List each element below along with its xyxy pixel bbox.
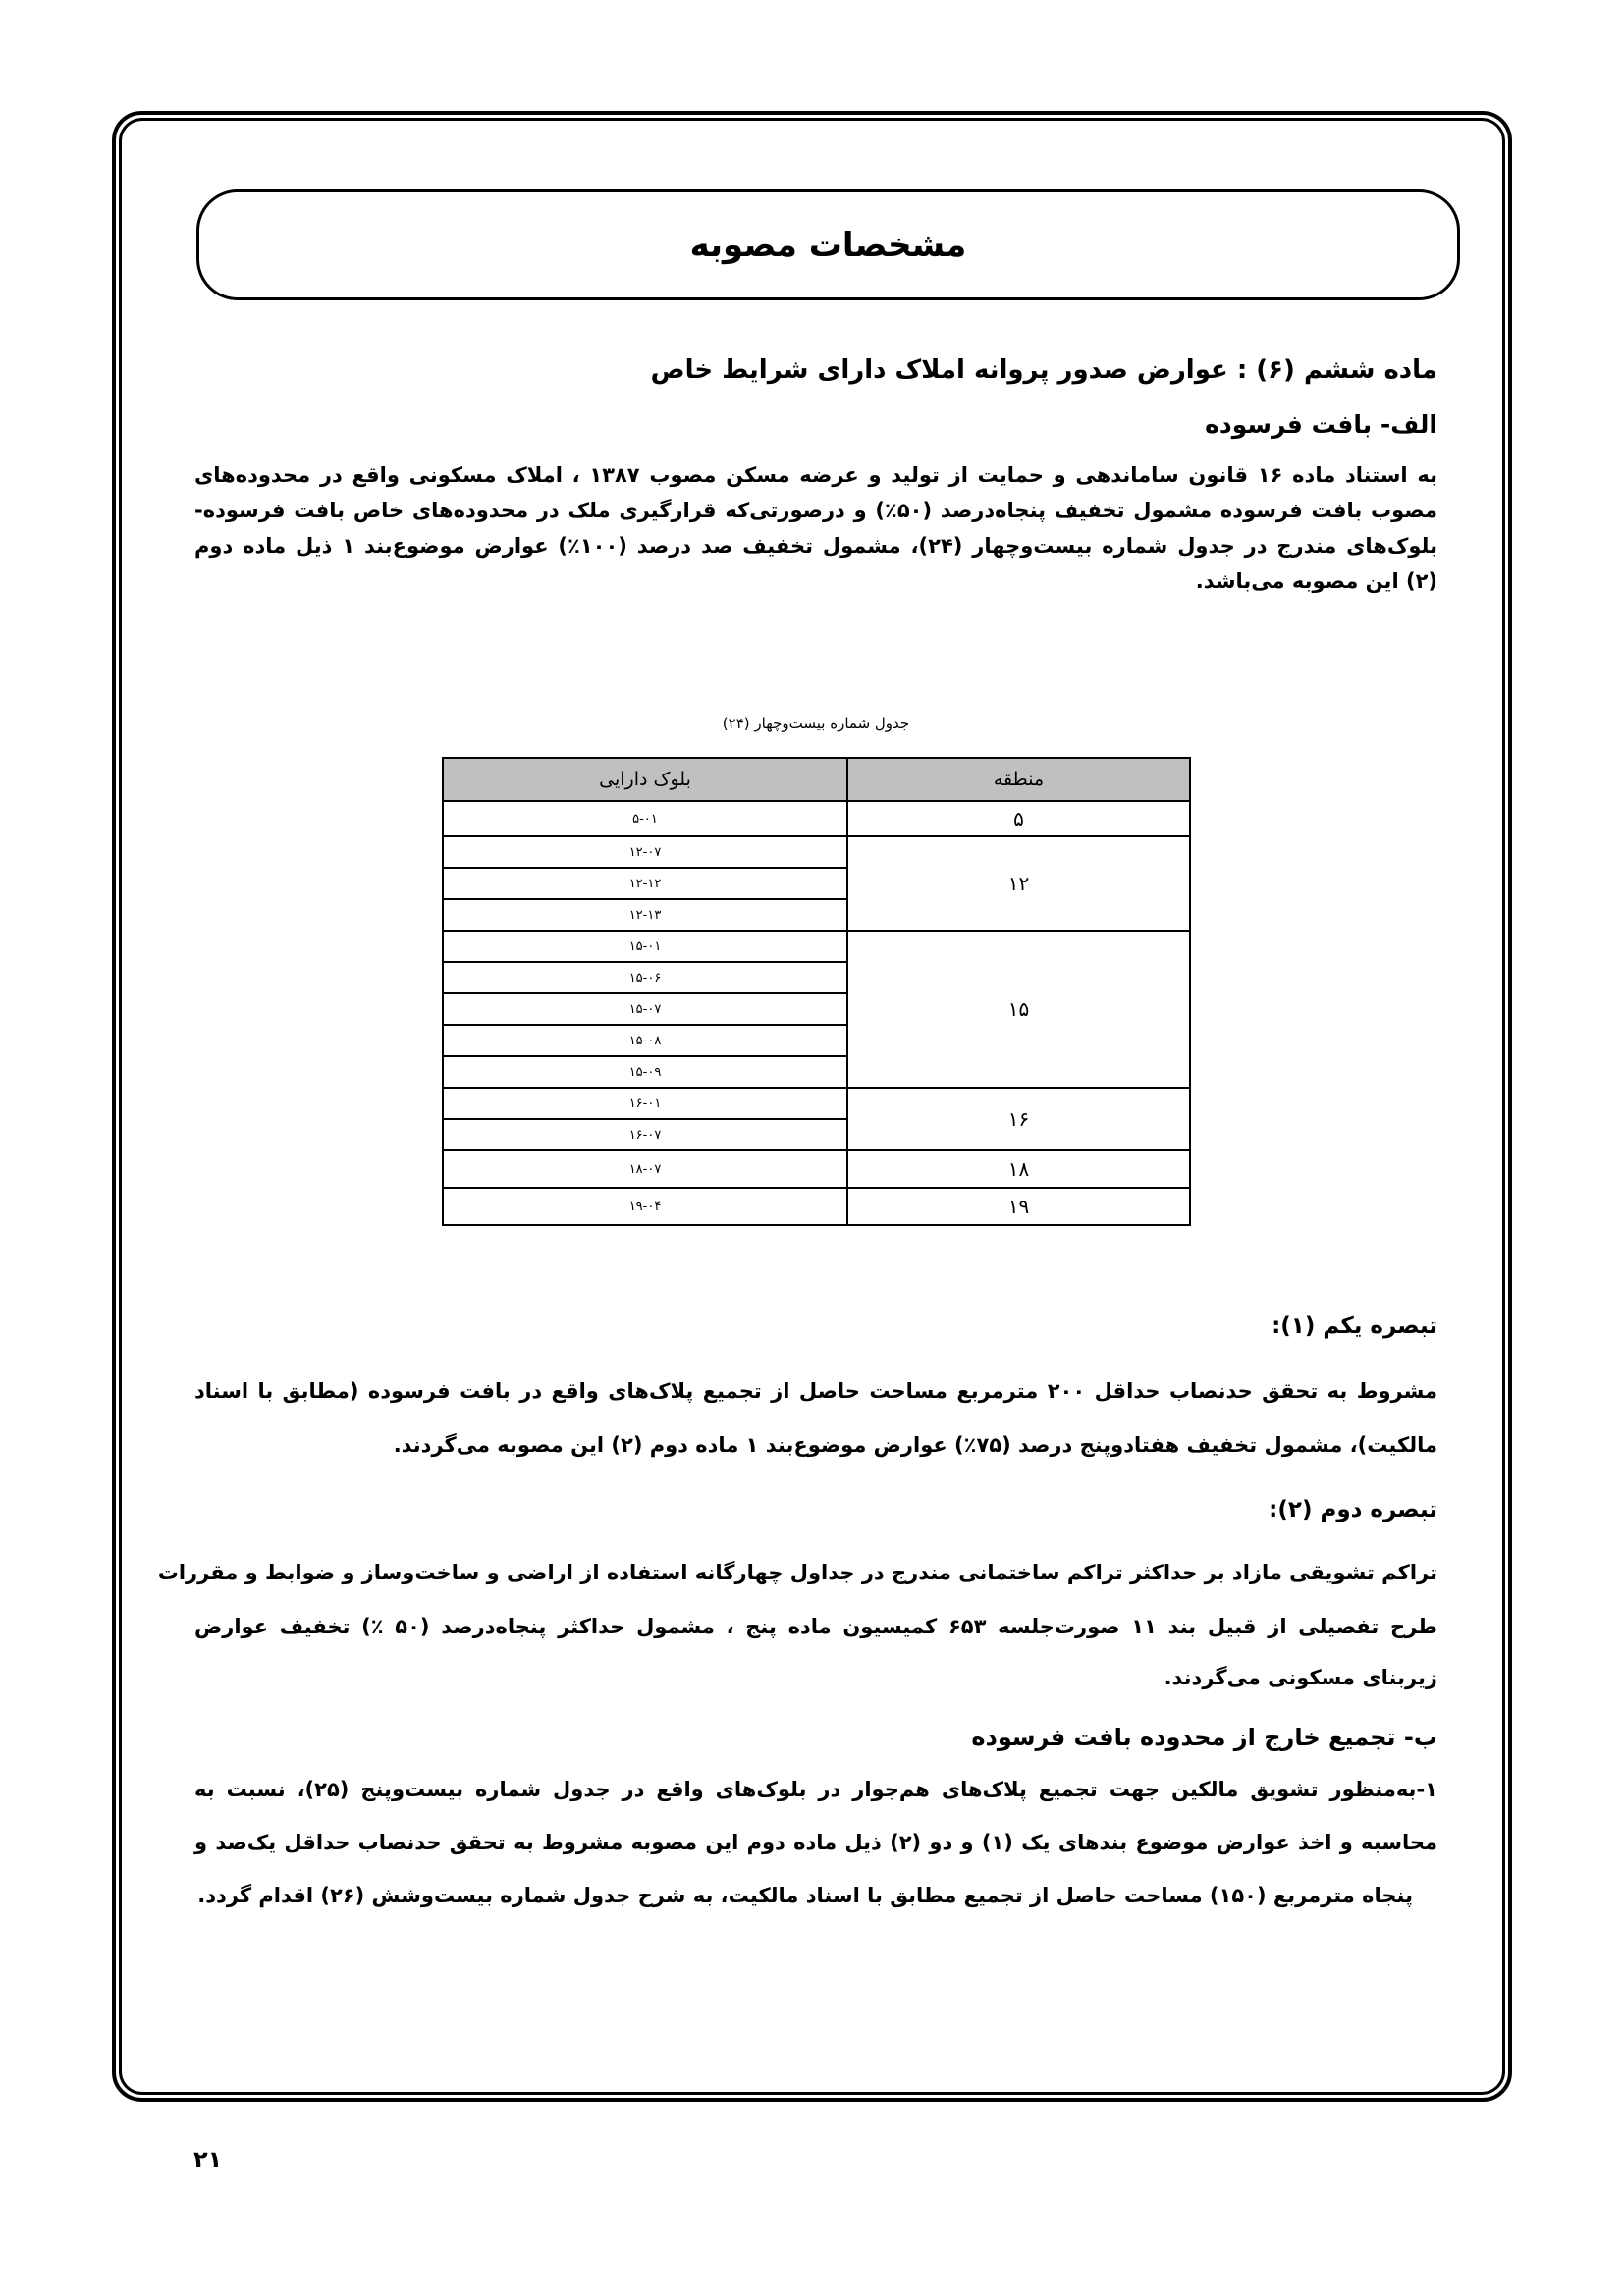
note-2-line: تراکم تشویقی مازاد بر حداکثر تراکم ساختمانی مندرج در جداول چهارگانه استفاده از اراضی و ساخت‌وساز و ضوابط و مقررات [157, 1561, 1437, 1584]
page-number: ۲۱ [193, 2146, 223, 2173]
block-cell: ۱۲-۱۲ [443, 868, 847, 899]
section-a-paragraph-line: بلوک‌های مندرج در جدول شماره بیست‌وچهار (۲۴)، مشمول تخفیف صد درصد (۱۰۰٪) عوارض موضوع‌بند ۱ ذیل ماده دوم [194, 534, 1437, 558]
block-cell: ۱۶-۰۱ [443, 1088, 847, 1119]
table-header-row [443, 758, 1190, 801]
block-cell: ۱۹-۰۴ [443, 1188, 847, 1225]
block-cell: ۱۵-۰۸ [443, 1025, 847, 1056]
section-a-paragraph-line: مصوب بافت فرسوده مشمول تخفیف پنجاه‌درصد (۵۰٪) و درصورتی‌که قرارگیری ملک در محدوده‌های خاص بافت فرسوده- [194, 499, 1437, 522]
note-1-line: مشروط به تحقق حدنصاب حداقل ۲۰۰ مترمربع مساحت حاصل از تجمیع پلاک‌های واقع در بافت فرسوده (مطابق با اسناد [194, 1379, 1437, 1403]
table-row [443, 1150, 1190, 1188]
zone-cell: ۱۲ [847, 836, 1190, 931]
title-box [196, 189, 1460, 300]
section-a-paragraph-line: (۲) این مصوبه می‌باشد. [1195, 569, 1437, 593]
block-cell: ۱۲-۰۷ [443, 836, 847, 868]
zone-cell: ۵ [847, 801, 1190, 836]
block-cell: ۱۶-۰۷ [443, 1119, 847, 1150]
block-cell: ۱۵-۰۶ [443, 962, 847, 993]
block-cell: ۱۵-۰۹ [443, 1056, 847, 1088]
table-row [443, 1188, 1190, 1225]
table-row [443, 1088, 1190, 1119]
block-cell: ۱۲-۱۳ [443, 899, 847, 931]
table-24 [442, 757, 1191, 1226]
zone-cell: ۱۵ [847, 931, 1190, 1088]
section-b-heading: ب- تجمیع خارج از محدوده بافت فرسوده [971, 1724, 1437, 1751]
column-header-block: بلوک دارایی [443, 758, 847, 801]
block-cell: ۵-۰۱ [443, 801, 847, 836]
note-2-line: زیربنای مسکونی می‌گردند. [1164, 1666, 1437, 1689]
zone-cell: ۱۸ [847, 1150, 1190, 1188]
table-caption: جدول شماره بیست‌وچهار (۲۴) [722, 715, 910, 732]
table-row [443, 801, 1190, 836]
page-title: مشخصات مصوبه [689, 225, 967, 265]
table-row [443, 931, 1190, 962]
article-heading: ماده ششم (۶) : عوارض صدور پروانه املاک دارای شرایط خاص [650, 355, 1437, 385]
block-cell: ۱۵-۰۱ [443, 931, 847, 962]
section-b-line: ۱-به‌منظور تشویق مالکین جهت تجمیع پلاک‌های هم‌جوار در بلوک‌های واقع در جدول شماره بیست‌وپنج (۲۵)، نسبت به [194, 1778, 1437, 1801]
note-1-line: مالکیت)، مشمول تخفیف هفتادوپنج درصد (۷۵٪) عوارض موضوع‌بند ۱ ماده دوم (۲) این مصوبه می‌گردند. [393, 1433, 1437, 1457]
block-cell: ۱۵-۰۷ [443, 993, 847, 1025]
note-2-heading: تبصره دوم (۲): [1269, 1497, 1437, 1522]
table-row [443, 836, 1190, 868]
note-2-line: طرح تفصیلی از قبیل بند ۱۱ صورت‌جلسه ۶۵۳ کمیسیون ماده پنج ، مشمول حداکثر پنجاه‌درصد (۵۰ ٪) تخفیف عوارض [194, 1615, 1437, 1638]
section-a-heading: الف- بافت فرسوده [1205, 410, 1437, 439]
zone-cell: ۱۹ [847, 1188, 1190, 1225]
zone-cell: ۱۶ [847, 1088, 1190, 1150]
section-b-line: پنجاه مترمربع (۱۵۰) مساحت حاصل از تجمیع مطابق با اسناد مالکیت، به شرح جدول شماره بیست‌وشش (۲۶) اقدام گردد. [197, 1884, 1413, 1907]
section-a-paragraph-line: به استناد ماده ۱۶ قانون ساماندهی و حمایت از تولید و عرضه مسکن مصوب ۱۳۸۷ ، املاک مسکونی واقع در محدوده‌های [194, 463, 1437, 487]
note-1-heading: تبصره یکم (۱): [1272, 1313, 1437, 1339]
column-header-zone: منطقه [847, 758, 1190, 801]
section-b-line: محاسبه و اخذ عوارض موضوع بندهای یک (۱) و دو (۲) ذیل ماده دوم این مصوبه مشروط به تحقق حدنصاب حداقل یک‌صد و [194, 1831, 1437, 1854]
block-cell: ۱۸-۰۷ [443, 1150, 847, 1188]
